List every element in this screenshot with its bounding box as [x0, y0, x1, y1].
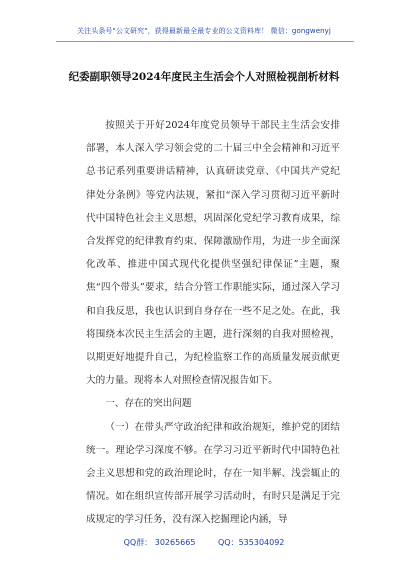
section-heading: 一、存在的突出问题	[105, 398, 192, 410]
header-divider	[56, 41, 354, 42]
header-banner: 关注头条号"公文研究"，获得最新最全最专业的公文资料库！ 微信：gongwenyj	[77, 27, 331, 35]
document-body	[86, 114, 340, 532]
footer-qq-number: QQ：535304092	[218, 538, 285, 547]
item-paragraph: （一）在带头严守政治纪律和政治规矩，维护党的团结统一。理论学习深度不够。在学习习近平新时代中国特色社会主义思想和党的政治理论时，存在一知半解、浅尝辄止的情况。如在组织宣传部开展学习活动时，有时只是满足于完成规定的学习任务，没有深入挖掘理论内涵，导	[86, 421, 340, 526]
footer-qq-group: QQ群： 30265665	[123, 538, 196, 547]
intro-paragraph: 按照关于开好2024年度党员领导干部民主生活会安排部署，本人深入学习领会党的二十届三中全会精神和习近平总书记系列重要讲话精神，认真研读党章、《中国共产党纪律处分条例》等党内法规，紧扣“深入学习贯彻习近平新时代中国特色社会主义思想，巩固深化党纪学习教育成果，综合发挥党的纪律教育约束、保障激励作用，为进一步全面深化改革、推进中国式现代化提供坚强纪律保证”主题，聚焦“四个带头”要求，结合分管工作职能实际，通过深入学习和自我反思，我也认识到自身存在一些不足之处。在此，我将围绕本次民主生活会的主题，进行深刻的自我对照检视，以期更好地提升自己，为纪检监察工作的高质量发展贡献更大的力量。现将本人对照检查情况报告如下。	[86, 120, 340, 387]
footer-contact	[0, 537, 408, 548]
document-title: 纪委副职领导2024年度民主生活会个人对照检视剖析材料	[68, 71, 340, 83]
